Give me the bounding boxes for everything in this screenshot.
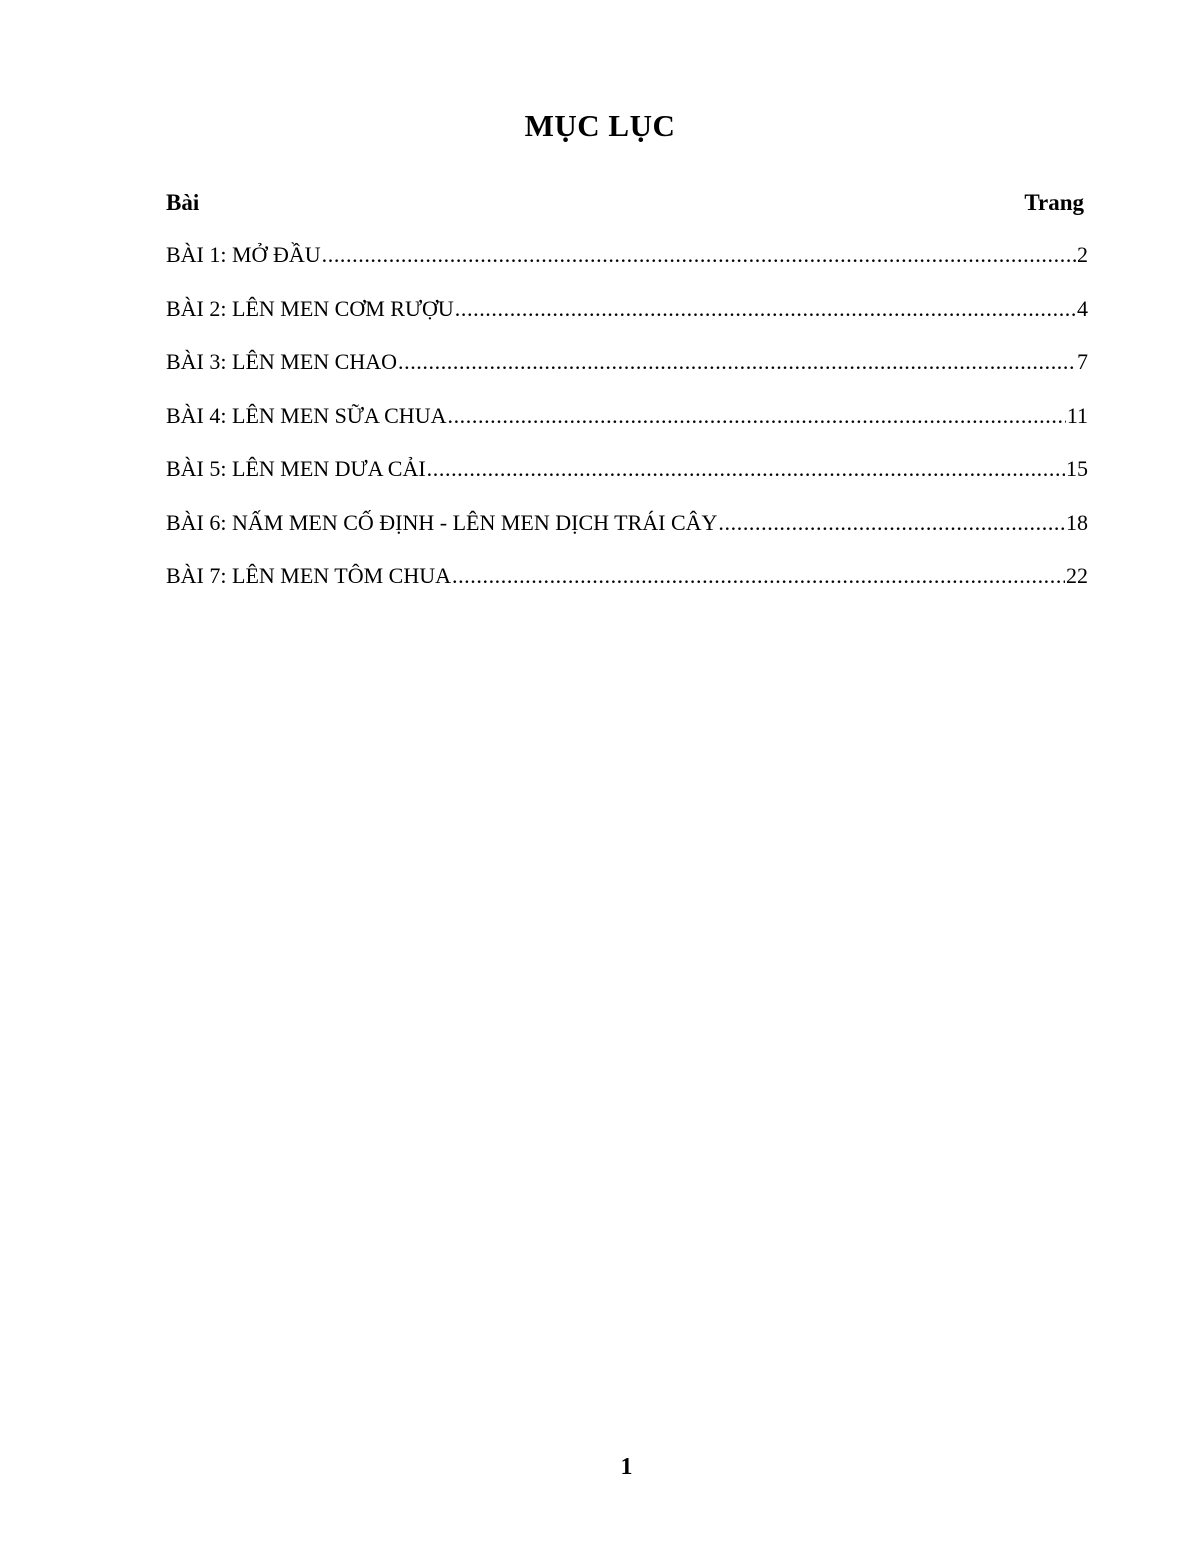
toc-entry-title: BÀI 6: NẤM MEN CỐ ĐỊNH - LÊN MEN DỊCH TRÁI CÂY (166, 509, 718, 535)
toc-entry[interactable] (166, 496, 1088, 550)
toc-entry[interactable] (166, 228, 1088, 282)
toc-list (166, 228, 1088, 603)
toc-entry-title: BÀI 5: LÊN MEN DƯA CẢI (166, 456, 426, 481)
toc-entry-title: BÀI 7: LÊN MEN TÔM CHUA (166, 563, 451, 588)
toc-header-page: Trang (1024, 190, 1084, 215)
toc-entry-page: 2 (1077, 242, 1088, 267)
toc-entry[interactable] (166, 282, 1088, 336)
toc-entry[interactable] (166, 549, 1088, 603)
toc-entry[interactable] (166, 335, 1088, 389)
dot-leader (452, 549, 1065, 603)
dot-leader (455, 282, 1076, 336)
toc-entry-page: 4 (1077, 295, 1088, 321)
dot-leader (447, 389, 1065, 443)
toc-header-lesson: Bài (166, 190, 200, 215)
page-title: MỤC LỤC (524, 108, 676, 143)
toc-entry[interactable] (166, 442, 1088, 496)
toc-entry-page: 7 (1077, 349, 1088, 374)
toc-entry-title: BÀI 4: LÊN MEN SỮA CHUA (166, 402, 447, 428)
toc-entry-title: BÀI 1: MỞ ĐẦU (166, 242, 321, 267)
page-number: 1 (620, 1454, 633, 1480)
dot-leader (427, 442, 1065, 496)
table-of-contents (166, 186, 1088, 603)
dot-leader (398, 335, 1076, 389)
toc-entry-page: 15 (1066, 456, 1088, 481)
toc-entry-title: BÀI 2: LÊN MEN CƠM RƯỢU (166, 295, 454, 321)
toc-entry-page: 11 (1066, 402, 1088, 428)
dot-leader (322, 228, 1076, 282)
toc-entry-page: 22 (1066, 563, 1088, 588)
toc-entry-page: 18 (1066, 509, 1088, 535)
toc-header (166, 186, 1088, 220)
dot-leader (718, 496, 1065, 550)
toc-entry[interactable] (166, 389, 1088, 443)
toc-entry-title: BÀI 3: LÊN MEN CHAO (166, 349, 397, 374)
